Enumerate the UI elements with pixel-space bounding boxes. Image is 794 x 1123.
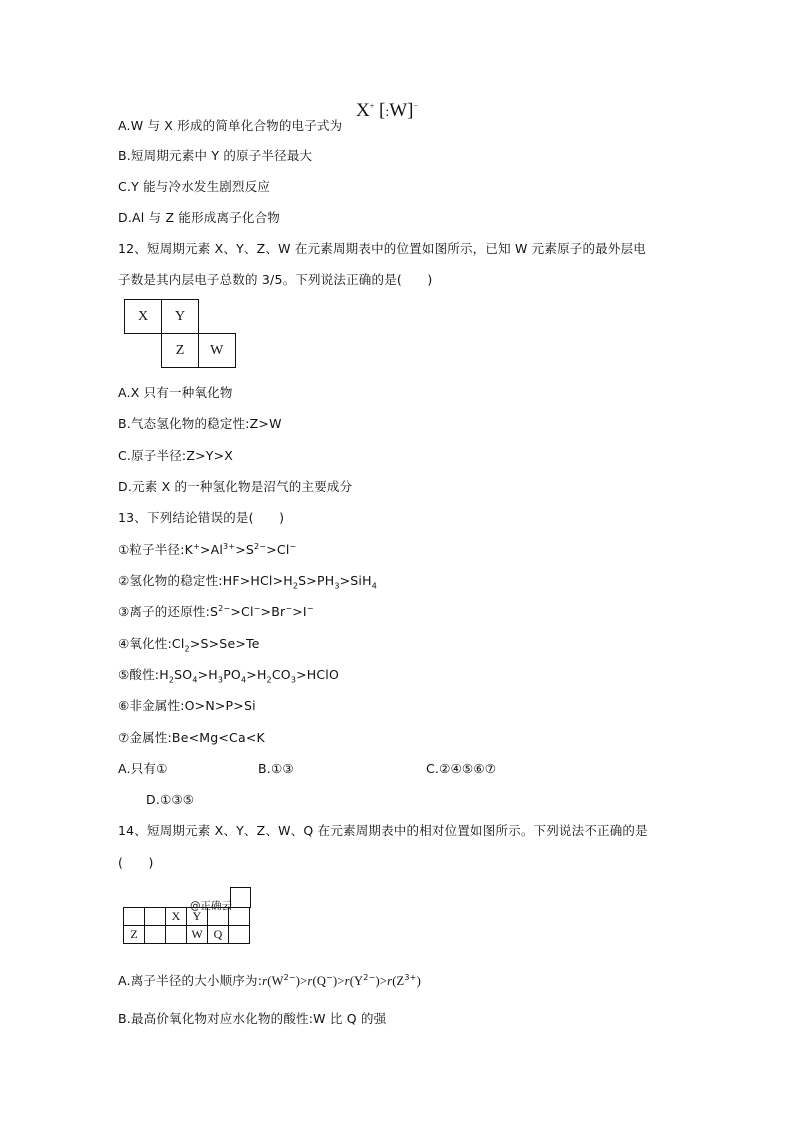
q12-cell-w: W — [199, 334, 236, 368]
q13-option-d: D.①③⑤ — [146, 792, 195, 807]
q13-item-5: ⑤酸性$:H_2SO_4>H_3PO_4>H_2CO_3>HClO$ — [118, 667, 340, 685]
q13-item-7: ⑦金属性:Be<Mg<Ca<K — [118, 730, 265, 745]
q12-cell-z: Z — [162, 334, 199, 368]
q13-option-b: B.①③ — [258, 761, 294, 776]
q13-item-1: ①粒子半径$:K^+>Al^{3+}>S^{2-}>Cl^-$ — [118, 541, 297, 557]
q11-option-a: A.W 与 X 形成的简单化合物的电子式为 — [118, 118, 343, 133]
watermark: @正确云 — [190, 900, 232, 912]
q14-cell-y: Y — [187, 908, 208, 926]
q14-periodic-grid — [123, 907, 250, 944]
q13-item-6: ⑥非金属性:O>N>P>Si — [118, 698, 256, 713]
q14-grid-top-cell — [230, 887, 251, 908]
q14-option-a: A.离子半径的大小顺序为$:r(W^{2-})>r(Q^-)>r(Y^{2-})>r(Z^{3+})$ — [118, 972, 421, 988]
q14-cell-q: Q — [208, 926, 229, 944]
q12-cell-y: Y — [162, 300, 199, 334]
q12-stem-line2: 子数是其内层电子总数的 3/5。下列说法正确的是( ) — [118, 272, 433, 287]
q13-option-c: C.②④⑤⑥⑦ — [426, 761, 497, 776]
q11-option-d: D.Al 与 Z 能形成离子化合物 — [118, 210, 281, 225]
q12-option-b: B.气态氢化物的稳定性:Z>W — [118, 416, 282, 431]
q12-periodic-grid — [124, 299, 236, 368]
q14-stem-line2: ( ) — [118, 855, 154, 870]
q14-stem-line1: 14、短周期元素 X、Y、Z、W、Q 在元素周期表中的相对位置如图所示。下列说法不正确的是 — [118, 823, 648, 838]
q12-cell-x: X — [125, 300, 162, 334]
q14-option-b: B.最高价氧化物对应水化物的酸性:W 比 Q 的强 — [118, 1011, 387, 1026]
q13-item-3: ③离子的还原性$:S^{2-}>Cl^->Br^->I^-$ — [118, 603, 314, 619]
q14-cell-w: W — [187, 926, 208, 944]
q14-cell-x: X — [166, 908, 187, 926]
q13-stem: 13、下列结论错误的是( ) — [118, 510, 285, 525]
q12-option-c: C.原子半径:Z>Y>X — [118, 448, 234, 463]
q14-cell-z: Z — [124, 926, 145, 944]
q12-stem-line1: 12、短周期元素 X、Y、Z、W 在元素周期表中的位置如图所示，已知 W 元素原子的最外层电 — [118, 241, 646, 256]
q12-option-d: D.元素 X 的一种氢化物是沼气的主要成分 — [118, 479, 353, 494]
electron-formula: X+ [:W]− — [356, 100, 418, 121]
q11-option-b: B.短周期元素中 Y 的原子半径最大 — [118, 148, 313, 163]
q13-item-4: ④氧化性$:Cl_2>S>Se>Te$ — [118, 636, 260, 654]
q12-option-a: A.X 只有一种氧化物 — [118, 385, 233, 400]
q11-option-c: C.Y 能与冷水发生剧烈反应 — [118, 179, 271, 194]
q13-item-2: ②氢化物的稳定性$:HF>HCl>H_2S>PH_3>SiH_4$ — [118, 573, 377, 591]
q13-option-a: A.只有① — [118, 761, 168, 776]
